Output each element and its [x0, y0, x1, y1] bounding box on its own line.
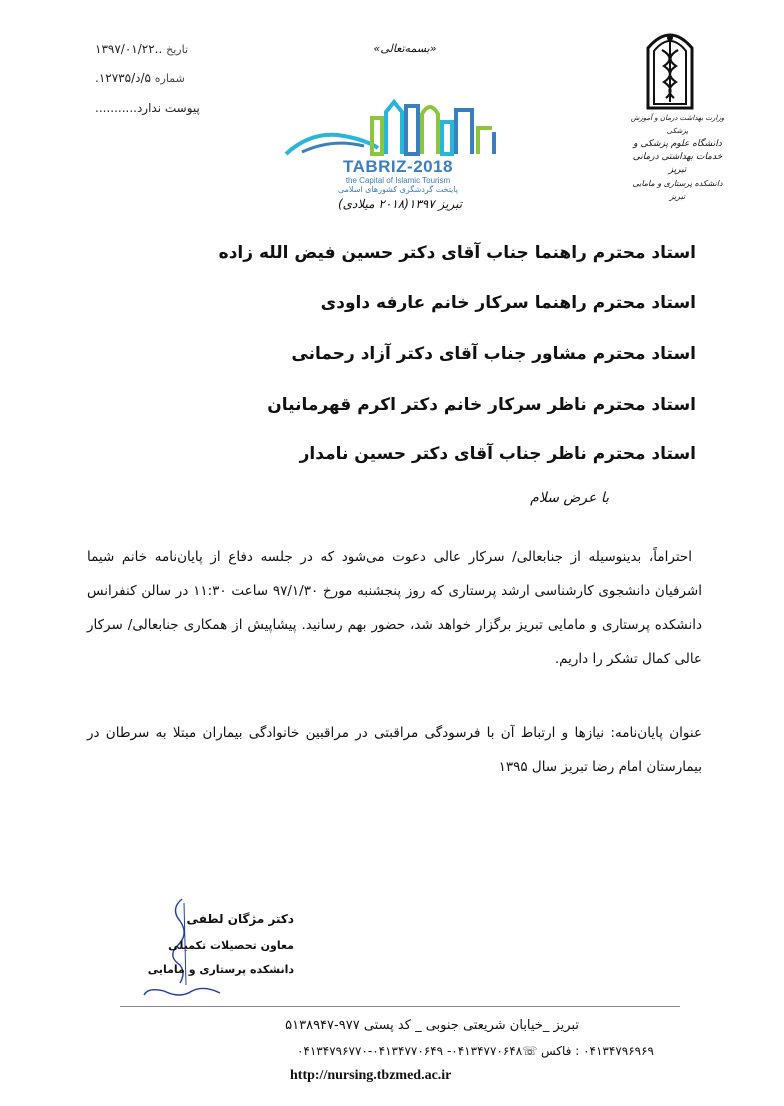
signature-faculty: دانشکده پرستاری و مامایی: [147, 963, 294, 976]
recipient-1: استاد محترم راهنما جناب آقای دکتر حسین فیض الله زاده: [218, 243, 696, 263]
recipient-2: استاد محترم راهنما سرکار خانم عارفه داودی: [320, 293, 696, 313]
body-paragraph-2: عنوان پایان‌نامه: نیازها و ارتباط آن با فرسودگی مراقبتی در مراقبین خانوادگی بیماران مبتلا به سرطان در بیمارستان امام رضا تبریز سال ۱۳۹۵: [87, 725, 702, 775]
recipient-3: استاد محترم مشاور جناب آقای دکتر آزاد رحمانی: [291, 344, 696, 364]
university-line-2: دانشگاه علوم پزشکی و خدمات بهداشتی درمانی تبریز: [632, 139, 723, 175]
letter-number-value: ۵/د/۱۲۷۳۵.: [95, 71, 151, 85]
recipient-5: استاد محترم ناظر جناب آقای دکتر حسین نامدار: [299, 444, 696, 464]
footer-divider: [120, 1006, 680, 1007]
signature-name: دکتر مژگان لطفی: [186, 912, 294, 926]
greeting: با عرض سلام: [530, 490, 609, 506]
body-paragraph-1: احتراماً، بدینوسیله از جنابعالی/ سرکار عالی دعوت می‌شود که در جلسه دفاع از پایان‌نامه خانم شیما اشرفیان دانشجوی کارشناسی ارشد پرستاری که روز پنجشنبه مورخ ۹۷/۱/۳۰ ساعت ۱۱:۳۰ در سالن کنفرانس دانشکده پرستاری و مامایی تبریز برگزار خواهد شد، حضور بهم رسانید. پیشاپیش از همکاری جنابعالی/ سرکار عالی کمال تشکر را داریم.: [87, 549, 702, 667]
signature-position: معاون تحصیلات تکمیلی: [168, 939, 294, 952]
university-emblem-icon: [640, 20, 700, 110]
tabriz-calendar-text: تبریز ۱۳۹۷(۲۰۱۸ میلادی): [337, 197, 463, 211]
tabriz-logo-subtitle-fa: پایتخت گردشگری کشورهای اسلامی: [337, 185, 459, 194]
university-line-3: دانشکده پرستاری و مامایی تبریز: [632, 179, 723, 201]
university-name: [630, 112, 725, 203]
letter-attachment: پیوست ندارد...........: [95, 101, 200, 115]
university-line-1: وزارت بهداشت درمان و آموزش پزشکی: [630, 114, 725, 135]
recipient-4: استاد محترم ناظر سرکار خانم دکتر اکرم قهرمانیان: [267, 395, 696, 415]
letter-number: [95, 71, 185, 85]
letter-number-label: شماره: [154, 72, 185, 85]
tabriz-logo-subtitle-en: the Capital of Islamic Tourism: [345, 176, 451, 185]
letter-date-value: ..۱۳۹۷/۰۱/۲۲: [95, 42, 163, 56]
letter-date: [95, 42, 188, 56]
letter-date-label: تاریخ: [166, 43, 189, 56]
bismillah: «بسمه‌تعالی»: [373, 42, 437, 55]
footer-address: تبریز _خیابان شریعتی جنوبی _ کد پستی ۹۷۷-۵۱۳۸۹۴۷: [285, 1018, 579, 1033]
footer-phones: ۰۴۱۳۴۷۹۶۹۶۹ : فاکس ☏۰۴۱۳۴۷۷۰۶۴۸- ۰۴۱۳۴۷۷۰۶۴۹-۰۴۱۳۴۷۹۶۷۷۰: [296, 1044, 654, 1058]
tabriz-logo-title: TABRIZ-2018: [342, 157, 454, 176]
footer-website-link[interactable]: http://nursing.tbzmed.ac.ir: [290, 1068, 452, 1083]
